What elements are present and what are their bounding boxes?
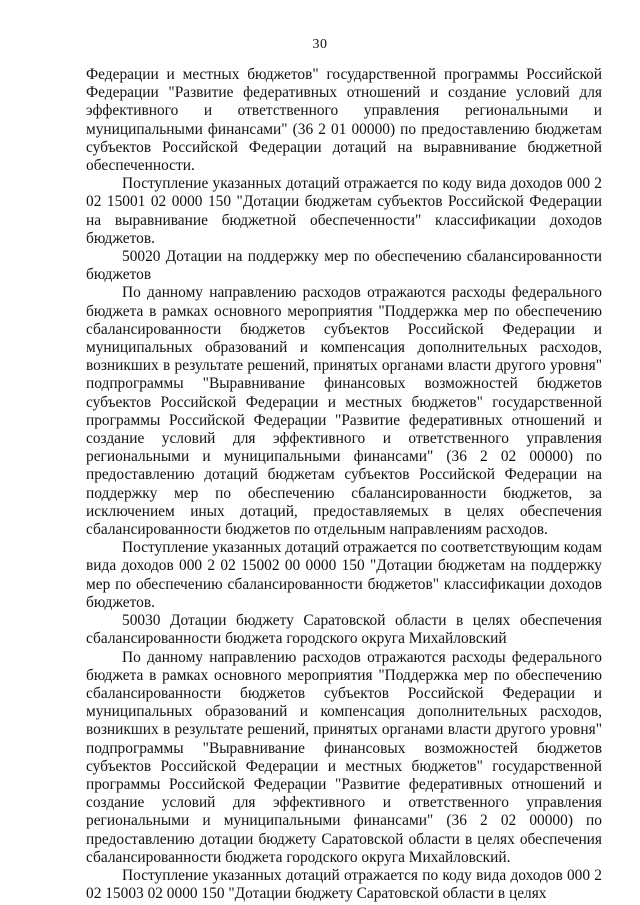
document-body xyxy=(86,66,602,903)
section-heading: 50030 Дотации бюджету Саратовской области в целях обеспечения сбалансированности бюджета городского округа Михайловский xyxy=(86,612,602,648)
page-number: 30 xyxy=(312,37,328,52)
body-paragraph: По данному направлению расходов отражаются расходы федерального бюджета в рамках основного мероприятия "Поддержка мер по обеспечению сбалансированности бюджетов субъектов Российской Федерации и муниципальных образований и компенсация дополнительных расходов, возникших в результате решений, принятых органами власти другого уровня" подпрограммы "Выравнивание финансовых возможностей бюджетов субъектов Российской Федерации и местных бюджетов" государственной программы Российской Федерации "Развитие федеративных отношений и создание условий для эффективного и ответственного управления региональными и муниципальными финансами" (36 2 02 00000) по предоставлению дотации бюджету Саратовской области в целях обеспечения сбалансированности бюджета городского округа Михайловский. xyxy=(86,648,602,866)
body-paragraph: Поступление указанных дотаций отражается по соответствующим кодам вида доходов 000 2 02 15002 00 0000 150 "Дотации бюджетам на поддержку мер по обеспечению сбалансированности бюджетов" классификации доходов бюджетов. xyxy=(86,539,602,611)
continuation-paragraph: Федерации и местных бюджетов" государственной программы Российской Федерации "Развитие федеративных отношений и создание условий для эффективного и ответственного управления региональными и муниципальными финансами" (36 2 01 00000) по предоставлению бюджетам субъектов Российской Федерации дотаций на выравнивание бюджетной обеспеченности. xyxy=(86,66,602,175)
body-paragraph: По данному направлению расходов отражаются расходы федерального бюджета в рамках основного мероприятия "Поддержка мер по обеспечению сбалансированности бюджетов субъектов Российской Федерации и муниципальных образований и компенсация дополнительных расходов, возникших в результате решений, принятых органами власти другого уровня" подпрограммы "Выравнивание финансовых возможностей бюджетов субъектов Российской Федерации и местных бюджетов" государственной программы Российской Федерации "Развитие федеративных отношений и создание условий для эффективного и ответственного управления региональными и муниципальными финансами" (36 2 02 00000) по предоставлению дотаций бюджетам субъектов Российской Федерации на поддержку мер по обеспечению сбалансированности бюджетов, за исключением иных дотаций, предоставляемых в целях обеспечения сбалансированности бюджетов по отдельным направлениям расходов. xyxy=(86,284,602,539)
section-heading: 50020 Дотации на поддержку мер по обеспечению сбалансированности бюджетов xyxy=(86,248,602,284)
body-paragraph: Поступление указанных дотаций отражается по коду вида доходов 000 2 02 15003 02 0000 150 "Дотации бюджету Саратовской области в целях xyxy=(86,866,602,903)
body-paragraph: Поступление указанных дотаций отражается по коду вида доходов 000 2 02 15001 02 0000 150 "Дотации бюджетам субъектов Российской Федерации на выравнивание бюджетной обеспеченности" классификации доходов бюджетов. xyxy=(86,175,602,247)
